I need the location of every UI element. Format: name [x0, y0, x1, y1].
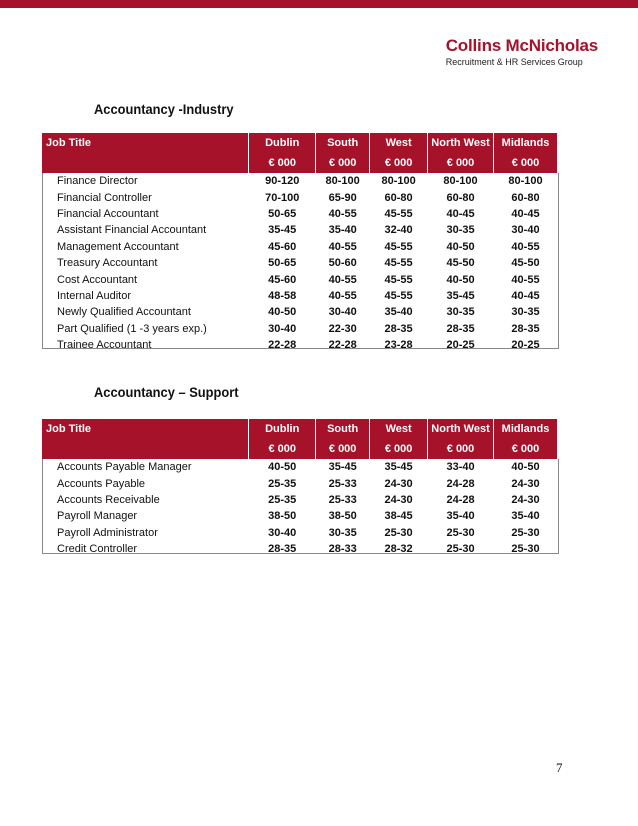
job-title-cell: Accounts Receivable — [57, 493, 160, 506]
salary-range-cell: 45-55 — [384, 289, 413, 302]
job-title-cell: Credit Controller — [57, 543, 138, 556]
salary-range-cell: 35-40 — [328, 224, 357, 237]
job-title-cell: Financial Accountant — [57, 207, 159, 220]
salary-range-cell: 28-32 — [384, 543, 413, 556]
salary-range-cell: 28-35 — [268, 543, 297, 556]
salary-range-cell: 23-28 — [384, 339, 413, 352]
salary-range-cell: 33-40 — [446, 461, 475, 474]
table-currency-row — [42, 439, 558, 459]
salary-range-cell: 25-35 — [268, 493, 297, 506]
salary-range-cell: 25-30 — [511, 526, 540, 539]
salary-range-cell: 22-28 — [328, 339, 357, 352]
job-title-cell: Newly Qualified Accountant — [57, 306, 191, 319]
salary-range-cell: 20-25 — [446, 339, 475, 352]
header-west: West — [370, 133, 428, 153]
salary-range-cell: 45-55 — [384, 257, 413, 270]
header-midlands: Midlands — [494, 419, 558, 439]
currency-south: € 000 — [316, 439, 370, 459]
salary-range-cell: 70-100 — [265, 191, 300, 204]
salary-range-cell: 35-40 — [446, 510, 475, 523]
salary-range-cell: 40-55 — [328, 207, 357, 220]
salary-range-cell: 20-25 — [511, 339, 540, 352]
currency-midlands: € 000 — [494, 439, 558, 459]
currency-south: € 000 — [316, 153, 370, 173]
currency-west: € 000 — [370, 439, 428, 459]
salary-range-cell: 40-45 — [446, 207, 475, 220]
company-logo — [446, 36, 598, 68]
header-job-title: Job Title — [42, 419, 249, 439]
header-dublin: Dublin — [249, 419, 316, 439]
salary-range-cell: 40-50 — [446, 240, 475, 253]
salary-range-cell: 35-40 — [511, 510, 540, 523]
salary-range-cell: 45-60 — [268, 240, 297, 253]
salary-range-cell: 28-35 — [384, 322, 413, 335]
salary-range-cell: 65-90 — [328, 191, 357, 204]
salary-range-cell: 40-55 — [511, 273, 540, 286]
salary-range-cell: 24-30 — [384, 477, 413, 490]
salary-range-cell: 45-60 — [268, 273, 297, 286]
salary-range-cell: 25-30 — [446, 543, 475, 556]
salary-range-cell: 45-55 — [384, 240, 413, 253]
support-section-title: Accountancy – Support — [94, 384, 239, 400]
salary-range-cell: 80-100 — [443, 175, 478, 188]
salary-range-cell: 25-33 — [328, 477, 357, 490]
salary-range-cell: 40-50 — [268, 461, 297, 474]
salary-range-cell: 28-35 — [511, 322, 540, 335]
header-dublin: Dublin — [249, 133, 316, 153]
salary-range-cell: 22-28 — [268, 339, 297, 352]
salary-range-cell: 24-30 — [511, 477, 540, 490]
page-number: 7 — [556, 760, 563, 775]
job-title-cell: Internal Auditor — [57, 289, 131, 302]
industry-table-frame — [42, 173, 559, 349]
salary-range-cell: 50-60 — [328, 257, 357, 270]
table-header-row — [42, 419, 558, 439]
salary-range-cell: 22-30 — [328, 322, 357, 335]
header-south: South — [316, 419, 370, 439]
salary-range-cell: 28-35 — [446, 322, 475, 335]
header-blank — [42, 439, 249, 459]
salary-range-cell: 35-45 — [446, 289, 475, 302]
salary-range-cell: 80-100 — [325, 175, 360, 188]
job-title-cell: Management Accountant — [57, 240, 179, 253]
salary-range-cell: 50-65 — [268, 257, 297, 270]
job-title-cell: Payroll Administrator — [57, 526, 158, 539]
table-header-row — [42, 133, 558, 153]
salary-range-cell: 30-40 — [268, 322, 297, 335]
salary-range-cell: 45-55 — [384, 273, 413, 286]
salary-range-cell: 25-30 — [384, 526, 413, 539]
support-table-frame — [42, 459, 559, 554]
header-job-title: Job Title — [42, 133, 249, 153]
header-north-west: North West — [428, 133, 494, 153]
job-title-cell: Trainee Accountant — [57, 339, 152, 352]
salary-range-cell: 45-50 — [446, 257, 475, 270]
salary-range-cell: 30-35 — [328, 526, 357, 539]
salary-range-cell: 35-45 — [268, 224, 297, 237]
currency-dublin: € 000 — [249, 439, 316, 459]
salary-range-cell: 45-55 — [384, 207, 413, 220]
salary-range-cell: 80-100 — [381, 175, 416, 188]
salary-range-cell: 38-45 — [384, 510, 413, 523]
salary-range-cell: 25-30 — [446, 526, 475, 539]
header-north-west: North West — [428, 419, 494, 439]
job-title-cell: Cost Accountant — [57, 273, 138, 286]
salary-range-cell: 25-33 — [328, 493, 357, 506]
table-currency-row — [42, 153, 558, 173]
salary-range-cell: 32-40 — [384, 224, 413, 237]
logo-tagline: Recruitment & HR Services Group — [445, 57, 583, 67]
job-title-cell: Treasury Accountant — [57, 257, 158, 270]
salary-range-cell: 50-65 — [268, 207, 297, 220]
header-south: South — [316, 133, 370, 153]
salary-range-cell: 80-100 — [508, 175, 543, 188]
job-title-cell: Finance Director — [57, 175, 138, 188]
salary-range-cell: 30-40 — [268, 526, 297, 539]
salary-range-cell: 24-30 — [384, 493, 413, 506]
salary-range-cell: 45-50 — [511, 257, 540, 270]
salary-range-cell: 25-35 — [268, 477, 297, 490]
salary-range-cell: 38-50 — [328, 510, 357, 523]
salary-range-cell: 24-28 — [446, 477, 475, 490]
currency-north-west: € 000 — [428, 153, 494, 173]
top-brand-bar — [0, 0, 638, 8]
salary-range-cell: 40-55 — [328, 273, 357, 286]
job-title-cell: Financial Controller — [57, 191, 152, 204]
salary-range-cell: 30-40 — [511, 224, 540, 237]
industry-section-title: Accountancy -Industry — [94, 101, 234, 117]
salary-range-cell: 24-28 — [446, 493, 475, 506]
salary-range-cell: 40-50 — [511, 461, 540, 474]
salary-range-cell: 90-120 — [265, 175, 300, 188]
salary-range-cell: 40-55 — [328, 289, 357, 302]
salary-range-cell: 30-35 — [446, 306, 475, 319]
logo-name: Collins McNicholas — [445, 36, 598, 55]
salary-range-cell: 28-33 — [328, 543, 357, 556]
header-midlands: Midlands — [494, 133, 558, 153]
salary-range-cell: 60-80 — [511, 191, 540, 204]
salary-range-cell: 40-50 — [446, 273, 475, 286]
salary-range-cell: 25-30 — [511, 543, 540, 556]
currency-north-west: € 000 — [428, 439, 494, 459]
job-title-cell: Accounts Payable Manager — [57, 461, 192, 474]
header-blank — [42, 153, 249, 173]
header-west: West — [370, 419, 428, 439]
currency-dublin: € 000 — [249, 153, 316, 173]
salary-range-cell: 40-55 — [328, 240, 357, 253]
salary-range-cell: 30-35 — [446, 224, 475, 237]
salary-range-cell: 35-45 — [328, 461, 357, 474]
salary-range-cell: 30-35 — [511, 306, 540, 319]
salary-range-cell: 35-45 — [384, 461, 413, 474]
salary-range-cell: 40-45 — [511, 289, 540, 302]
job-title-cell: Part Qualified (1 -3 years exp.) — [57, 322, 207, 335]
currency-west: € 000 — [370, 153, 428, 173]
job-title-cell: Payroll Manager — [57, 510, 138, 523]
currency-midlands: € 000 — [494, 153, 558, 173]
salary-range-cell: 24-30 — [511, 493, 540, 506]
salary-range-cell: 38-50 — [268, 510, 297, 523]
salary-range-cell: 60-80 — [384, 191, 413, 204]
salary-range-cell: 60-80 — [446, 191, 475, 204]
salary-range-cell: 30-40 — [328, 306, 357, 319]
job-title-cell: Assistant Financial Accountant — [57, 224, 207, 237]
salary-range-cell: 40-45 — [511, 207, 540, 220]
salary-range-cell: 35-40 — [384, 306, 413, 319]
salary-range-cell: 48-58 — [268, 289, 297, 302]
job-title-cell: Accounts Payable — [57, 477, 146, 490]
salary-range-cell: 40-50 — [268, 306, 297, 319]
salary-range-cell: 40-55 — [511, 240, 540, 253]
